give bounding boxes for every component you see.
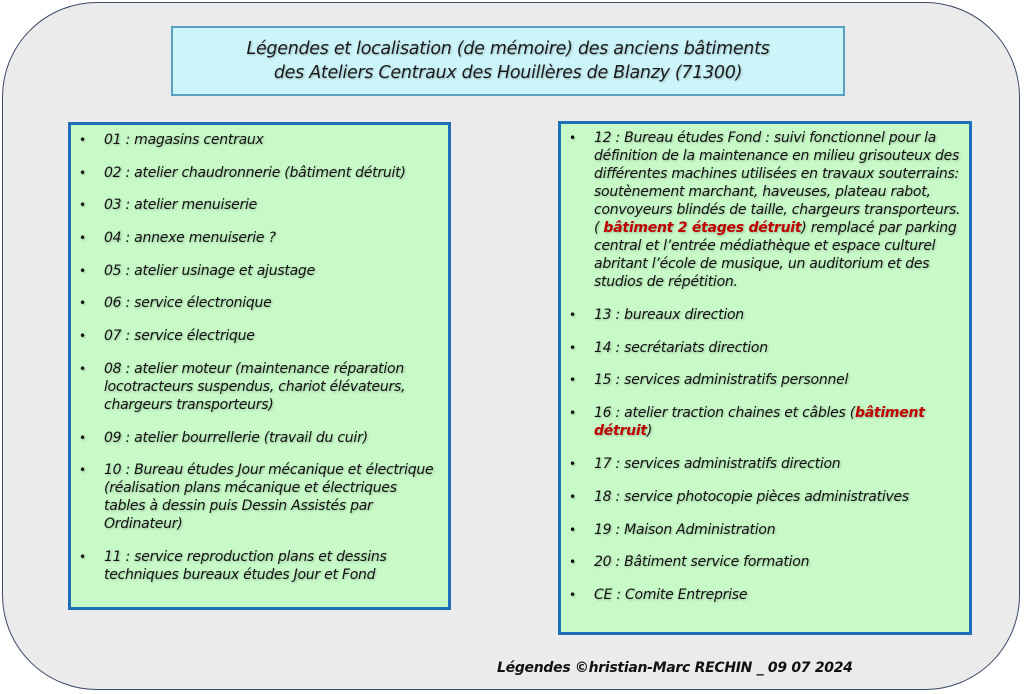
bullet-icon: •	[79, 133, 86, 147]
list-item: • 10 : Bureau études Jour mécanique et électrique (réalisation plans mécanique et électriques tables à dessin puis Dessin Assistés par Ordinateur)	[79, 462, 434, 533]
right-legend-list	[561, 129, 963, 604]
list-item: • 12 : Bureau études Fond : suivi fonctionnel pour la définition de la maintenance en milieu grisouteux des différentes machines utilisées en travaux souterrains: soutènement marchant, haveuses, plateau rabot, convoyeurs blindés de taille, chargeurs transporteurs. ( bâtiment 2 étages détruit) remplacé par parking central et l’entrée médiathèque et espace culturel abritant l’école de musique, un auditorium et des studios de répétition.	[569, 130, 961, 290]
bullet-icon: •	[569, 588, 576, 603]
bullet-icon: •	[79, 198, 86, 213]
list-item: • 15 : services administratifs personnel	[569, 372, 849, 389]
list-item: • 06 : service électronique	[79, 295, 272, 312]
bullet-icon: •	[569, 406, 576, 421]
list-item: • 20 : Bâtiment service formation	[569, 554, 810, 571]
bullet-icon: •	[79, 263, 86, 278]
bullet-icon: •	[569, 489, 576, 504]
bullet-icon: •	[79, 329, 86, 344]
list-item: • 19 : Maison Administration	[569, 521, 776, 538]
list-item: • 13 : bureaux direction	[569, 306, 744, 323]
list-item: • 11 : service reproduction plans et dessins techniques bureaux études Jour et Fond	[79, 548, 387, 583]
bullet-icon: •	[79, 430, 86, 445]
bullet-icon: •	[569, 131, 576, 145]
destroyed-highlight: bâtiment détruit	[594, 405, 925, 440]
destroyed-highlight: bâtiment 2 étages détruit	[603, 220, 802, 236]
list-item: • 16 : atelier traction chaines et câbles (bâtiment détruit)	[569, 405, 925, 440]
left-legend-list	[71, 131, 442, 584]
bullet-icon: •	[569, 555, 576, 570]
bullet-icon: •	[569, 456, 576, 471]
list-item: • 07 : service électrique	[79, 328, 255, 345]
list-item: • 17 : services administratifs direction	[569, 455, 841, 472]
list-item: • 05 : atelier usinage et ajustage	[79, 262, 315, 279]
list-item: • 08 : atelier moteur (maintenance réparation locotracteurs suspendus, chariot élévateurs, chargeurs transporteurs)	[79, 360, 406, 413]
title-box	[171, 26, 845, 96]
bullet-icon: •	[569, 522, 576, 537]
title-line-2: des Ateliers Centraux des Houillères de Blanzy (71300)	[273, 63, 743, 83]
list-item: • 01 : magasins centraux	[79, 132, 264, 148]
bullet-icon: •	[569, 340, 576, 355]
bullet-icon: •	[79, 361, 86, 376]
footer-credit: Légendes ©hristian-Marc RECHIN _ 09 07 2024	[497, 660, 853, 676]
list-item: • 14 : secrétariats direction	[569, 339, 768, 356]
title-line-1: Légendes et localisation (de mémoire) des anciens bâtiments	[246, 39, 770, 59]
bullet-icon: •	[79, 463, 86, 478]
list-item: • 18 : service photocopie pièces administratives	[569, 488, 909, 505]
list-item: • CE : Comite Entreprise	[569, 587, 748, 604]
bullet-icon: •	[79, 296, 86, 311]
bullet-icon: •	[79, 165, 86, 180]
list-item: • 09 : atelier bourrellerie (travail du cuir)	[79, 429, 368, 446]
list-item: • 03 : atelier menuiserie	[79, 197, 258, 214]
bullet-icon: •	[569, 373, 576, 388]
right-legend-panel	[558, 121, 972, 635]
left-legend-panel	[68, 122, 451, 610]
list-item: • 04 : annexe menuiserie ?	[79, 230, 276, 247]
bullet-icon: •	[79, 231, 86, 246]
bullet-icon: •	[569, 307, 576, 322]
list-item: • 02 : atelier chaudronnerie (bâtiment détruit)	[79, 164, 406, 181]
bullet-icon: •	[79, 549, 86, 564]
